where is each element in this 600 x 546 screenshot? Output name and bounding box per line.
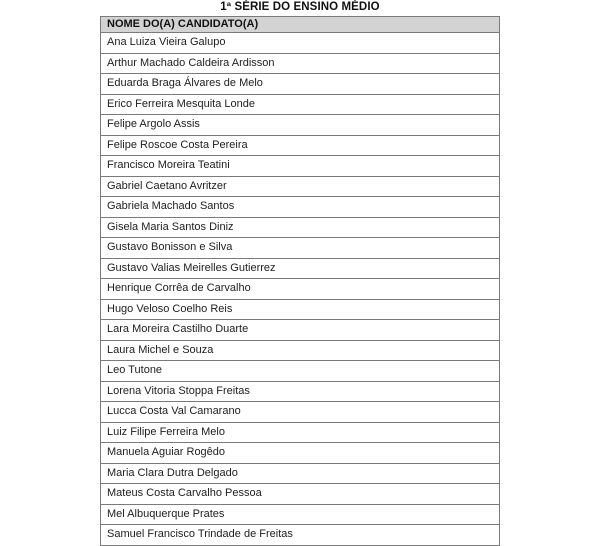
table-body — [101, 33, 500, 546]
table-row — [101, 525, 500, 546]
table-row — [101, 74, 500, 95]
table-row — [101, 340, 500, 361]
candidate-name-cell: Gustavo Bonisson e Silva — [101, 238, 500, 259]
table-row — [101, 381, 500, 402]
table-row — [101, 443, 500, 464]
table-row — [101, 53, 500, 74]
table-header-row — [101, 17, 500, 33]
table-row — [101, 361, 500, 382]
candidate-name-cell: Luiz Filipe Ferreira Melo — [101, 422, 500, 443]
document-title: 1ª SÉRIE DO ENSINO MÉDIO — [220, 1, 380, 13]
table-row — [101, 279, 500, 300]
table-row — [101, 156, 500, 177]
candidate-name-cell: Mateus Costa Carvalho Pessoa — [101, 484, 500, 505]
table-row — [101, 33, 500, 54]
candidate-name-cell: Felipe Roscoe Costa Pereira — [101, 135, 500, 156]
table-row — [101, 238, 500, 259]
table-row — [101, 484, 500, 505]
candidate-name-cell: Lara Moreira Castilho Duarte — [101, 320, 500, 341]
table-row — [101, 217, 500, 238]
candidate-name-cell: Lorena Vitoria Stoppa Freitas — [101, 381, 500, 402]
candidate-name-cell: Samuel Francisco Trindade de Freitas — [101, 525, 500, 546]
table-row — [101, 197, 500, 218]
candidate-name-cell: Gustavo Valias Meirelles Gutierrez — [101, 258, 500, 279]
table-row — [101, 422, 500, 443]
table-row — [101, 299, 500, 320]
table-row — [101, 258, 500, 279]
candidate-name-cell: Leo Tutone — [101, 361, 500, 382]
candidate-name-cell: Laura Michel e Souza — [101, 340, 500, 361]
candidate-name-cell: Lucca Costa Val Camarano — [101, 402, 500, 423]
table-row — [101, 320, 500, 341]
candidates-table — [100, 16, 500, 546]
table-row — [101, 135, 500, 156]
table-row — [101, 402, 500, 423]
candidate-name-cell: Arthur Machado Caldeira Ardisson — [101, 53, 500, 74]
table-row — [101, 504, 500, 525]
candidate-name-cell: Gisela Maria Santos Diniz — [101, 217, 500, 238]
candidate-name-cell: Henrique Corrêa de Carvalho — [101, 279, 500, 300]
candidate-name-cell: Eduarda Braga Álvares de Melo — [101, 74, 500, 95]
table-row — [101, 176, 500, 197]
table-row — [101, 463, 500, 484]
candidate-name-cell: Manuela Aguiar Rogêdo — [101, 443, 500, 464]
candidate-name-cell: Ana Luiza Vieira Galupo — [101, 33, 500, 54]
candidate-name-cell: Gabriel Caetano Avritzer — [101, 176, 500, 197]
candidate-name-cell: Francisco Moreira Teatini — [101, 156, 500, 177]
candidate-name-cell: Hugo Veloso Coelho Reis — [101, 299, 500, 320]
candidate-name-cell: Gabriela Machado Santos — [101, 197, 500, 218]
candidate-name-cell: Maria Clara Dutra Delgado — [101, 463, 500, 484]
candidate-name-cell: Erico Ferreira Mesquita Londe — [101, 94, 500, 115]
column-header-candidate-name: NOME DO(A) CANDIDATO(A) — [101, 17, 500, 33]
table-row — [101, 94, 500, 115]
candidate-name-cell: Felipe Argolo Assis — [101, 115, 500, 136]
table-row — [101, 115, 500, 136]
candidate-name-cell: Mel Albuquerque Prates — [101, 504, 500, 525]
